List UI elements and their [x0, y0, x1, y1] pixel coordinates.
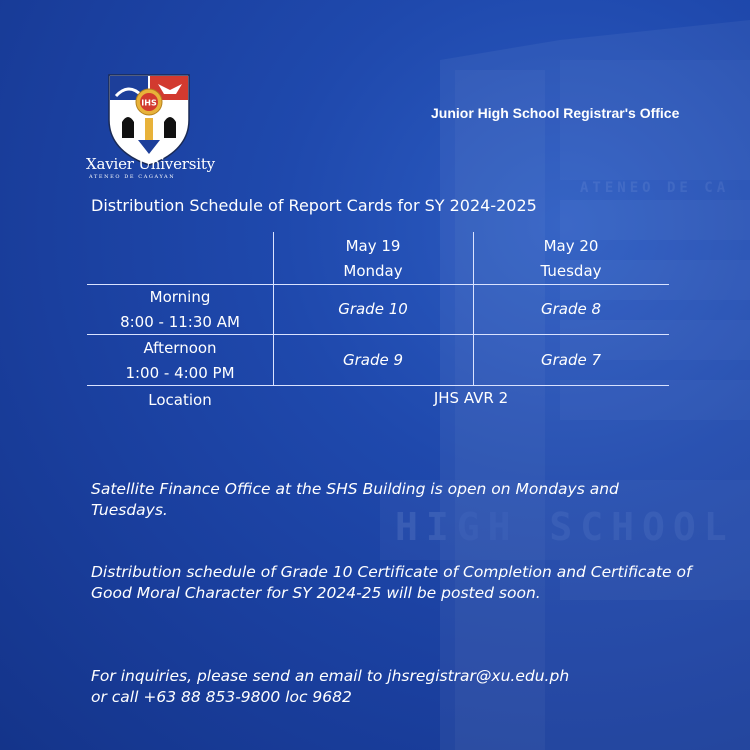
- schedule-heading: Distribution Schedule of Report Cards for SY 2024-2025: [91, 196, 537, 215]
- session-time: 1:00 - 4:00 PM: [125, 364, 235, 382]
- column-day: Tuesday: [540, 262, 602, 280]
- schedule-cell: Grade 9: [342, 351, 404, 369]
- university-subtitle: ATENEO DE CAGAYAN: [89, 174, 176, 180]
- row-header-afternoon: [87, 336, 273, 386]
- schedule-cell: Grade 8: [540, 300, 602, 318]
- inquiries-line-1: For inquiries, please send an email to jhsregistrar@xu.edu.ph: [91, 667, 570, 685]
- column-header-may-20: [473, 234, 669, 284]
- finance-note: Satellite Finance Office at the SHS Building is open on Mondays and Tuesdays.: [91, 480, 619, 519]
- location-value: JHS AVR 2: [433, 389, 509, 407]
- xavier-university-seal-icon: [108, 74, 190, 166]
- location-label: Location: [148, 391, 212, 409]
- schedule-cell: Grade 7: [540, 351, 602, 369]
- svg-text:ATENEO DE CA: ATENEO DE CA: [580, 180, 730, 196]
- session-name: Morning: [149, 288, 211, 306]
- column-day: Monday: [343, 262, 403, 280]
- svg-text:HIGH SCHOOL: HIGH SCHOOL: [395, 505, 735, 549]
- inquiries-line-2: or call +63 88 853-9800 loc 9682: [91, 688, 352, 706]
- certificates-note: Distribution schedule of Grade 10 Certificate of Completion and Certificate of Good Moral Character for SY 2024-25 will be posted soon.: [91, 563, 692, 602]
- session-name: Afternoon: [143, 339, 217, 357]
- column-date: May 20: [543, 237, 599, 255]
- schedule-table: [87, 232, 669, 412]
- session-time: 8:00 - 11:30 AM: [120, 313, 240, 331]
- schedule-cell: Grade 10: [338, 300, 408, 318]
- office-name: Junior High School Registrar's Office: [431, 105, 680, 121]
- row-header-morning: [87, 285, 273, 335]
- column-date: May 19: [345, 237, 401, 255]
- svg-text:IHS: IHS: [141, 98, 157, 108]
- university-name: Xavier University: [86, 155, 215, 173]
- column-header-may-19: [273, 234, 473, 284]
